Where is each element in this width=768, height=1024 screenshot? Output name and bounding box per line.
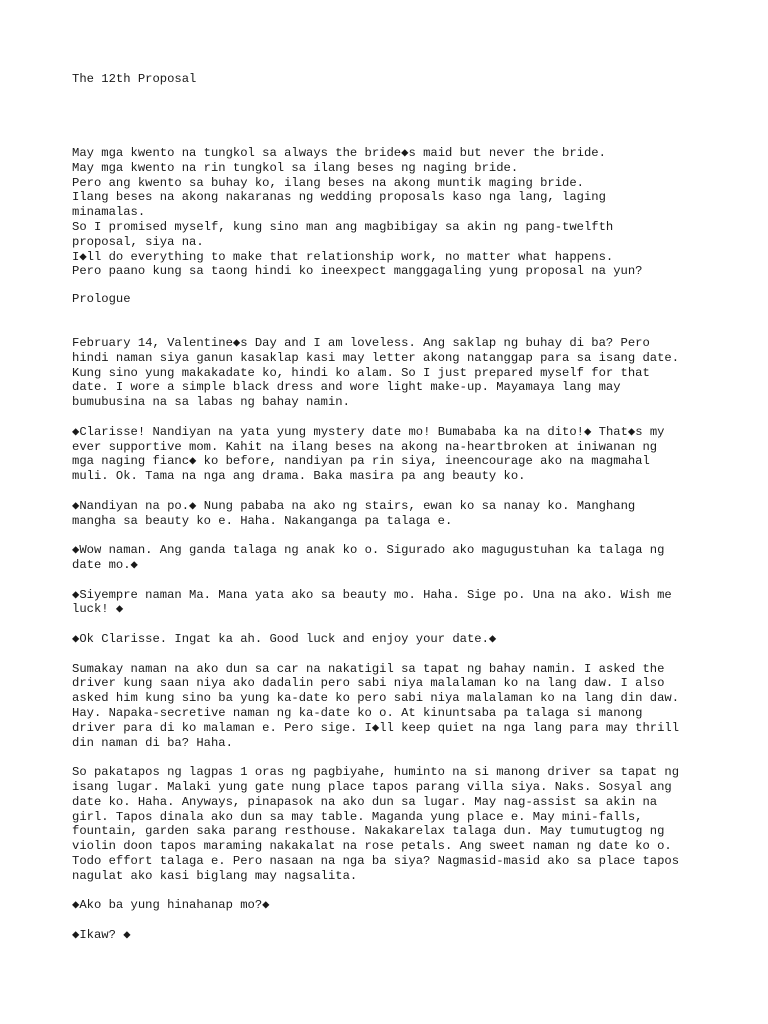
paragraph-line: mga naging fianc◆ ko before, nandiyan pa rin siya, ineencourage ako na magmahal — [72, 454, 650, 469]
paragraph-line: ◆Ok Clarisse. Ingat ka ah. Good luck and enjoy your date.◆ — [72, 631, 497, 646]
title-text: The 12th Proposal — [72, 72, 197, 86]
paragraph-line: ◆Wow naman. Ang ganda talaga ng anak ko o. Sigurado ako magugustuhan ka talaga ng — [72, 543, 665, 558]
paragraph — [72, 336, 752, 410]
paragraph-line: asked him kung sino ba yung ka-date ko pero sabi niya malalaman ko na lang din daw. — [72, 691, 680, 706]
paragraph — [72, 928, 752, 943]
paragraph-line: Kung sino yung makakadate ko, hindi ko alam. So I just prepared myself for that — [72, 365, 650, 380]
intro-line: So I promised myself, kung sino man ang magbibigay sa akin ng pang-twelfth — [72, 219, 614, 234]
paragraph-line: violin doon tapos maraming nakakalat na rose petals. Ang sweet naman ng date ko o. — [72, 839, 672, 854]
paragraph — [72, 425, 752, 484]
intro-line: Pero paano kung sa taong hindi ko ineexpect manggagaling yung proposal na yun? — [72, 264, 643, 279]
paragraph-line: ◆Nandiyan na po.◆ Nung pababa na ako ng stairs, ewan ko sa nanay ko. Manghang — [72, 498, 636, 513]
paragraph-line: mangha sa beauty ko e. Haha. Nakanganga pa talaga e. — [72, 513, 453, 528]
paragraph-line: isang lugar. Malaki yung gate nung place tapos parang villa siya. Naks. Sosyal ang — [72, 779, 672, 794]
paragraph — [72, 662, 752, 751]
intro-line: Ilang beses na akong nakaranas ng wedding proposals kaso nga lang, laging — [72, 190, 606, 205]
paragraph-line: February 14, Valentine◆s Day and I am loveless. Ang saklap ng buhay di ba? Pero — [72, 336, 650, 350]
paragraph — [72, 588, 752, 618]
story-body — [72, 336, 752, 957]
paragraph-line: ◆Siyempre naman Ma. Mana yata ako sa beauty mo. Haha. Sige po. Una na ako. Wish me — [72, 587, 672, 602]
document-title — [72, 72, 752, 87]
paragraph-line: date ko. Haha. Anyways, pinapasok na ako dun sa lugar. May nag-assist sa akin na — [72, 794, 658, 809]
intro-line: May mga kwento na rin tungkol sa ilang beses ng naging bride. — [72, 160, 519, 175]
paragraph-line: driver kung saan niya ako dadalin pero sabi niya malalaman ko na lang daw. I also — [72, 676, 665, 691]
intro-line: May mga kwento na tungkol sa always the bride◆s maid but never the bride. — [72, 146, 606, 160]
intro-block — [72, 146, 752, 279]
intro-line: Pero ang kwento sa buhay ko, ilang beses na akong muntik maging bride. — [72, 175, 584, 190]
paragraph-line: girl. Tapos dinala ako dun sa may table. Maganda yung place e. May mini-falls, — [72, 809, 643, 824]
intro-line: I◆ll do everything to make that relationship work, no matter what happens. — [72, 249, 614, 264]
paragraph-line: Hay. Napaka-secretive naman ng ka-date ko o. At kinuntsaba pa talaga si manong — [72, 705, 643, 720]
paragraph-line: date. I wore a simple black dress and wore light make-up. Mayamaya lang may — [72, 380, 621, 395]
paragraph-line: ever supportive mom. Kahit na ilang beses na akong na-heartbroken at iniwanan ng — [72, 439, 658, 454]
paragraph-line: So pakatapos ng lagpas 1 oras ng pagbiyahe, huminto na si manong driver sa tapat ng — [72, 765, 680, 780]
paragraph-line: nagulat ako kasi biglang may nagsalita. — [72, 868, 358, 883]
paragraph-line: ◆Ako ba yung hinahanap mo?◆ — [72, 898, 270, 913]
paragraph-line: Todo effort talaga e. Pero nasaan na nga ba siya? Nagmasid-masid ako sa place tapos — [72, 853, 680, 868]
prologue-heading-text: Prologue — [72, 292, 131, 306]
paragraph-line: bumubusina na sa labas ng bahay namin. — [72, 395, 350, 410]
prologue-heading — [72, 292, 752, 307]
paragraph — [72, 632, 752, 647]
paragraph-line: hindi naman siya ganun kasaklap kasi may letter akong natanggap para sa isang date. — [72, 350, 680, 365]
paragraph-line: Sumakay naman na ako dun sa car na nakatigil sa tapat ng bahay namin. I asked the — [72, 661, 665, 676]
paragraph-line: driver para di ko malaman e. Pero sige. I◆ll keep quiet na nga lang para may thrill — [72, 720, 680, 735]
intro-line: minamalas. — [72, 205, 146, 220]
intro-line: proposal, siya na. — [72, 234, 204, 249]
paragraph — [72, 543, 752, 573]
paragraph — [72, 898, 752, 913]
paragraph-line: fountain, garden saka parang resthouse. Nakakarelax talaga dun. May tumutugtog ng — [72, 824, 665, 839]
paragraph-line: din naman di ba? Haha. — [72, 735, 233, 750]
paragraph-line: luck! ◆ — [72, 602, 124, 617]
paragraph-line: muli. Ok. Tama na nga ang drama. Baka masira pa ang beauty ko. — [72, 469, 526, 484]
paragraph — [72, 765, 752, 883]
paragraph-line: ◆Clarisse! Nandiyan na yata yung mystery date mo! Bumababa ka na dito!◆ That◆s my — [72, 424, 665, 439]
paragraph — [72, 499, 752, 529]
paragraph-line: date mo.◆ — [72, 557, 138, 572]
paragraph-line: ◆Ikaw? ◆ — [72, 927, 131, 942]
